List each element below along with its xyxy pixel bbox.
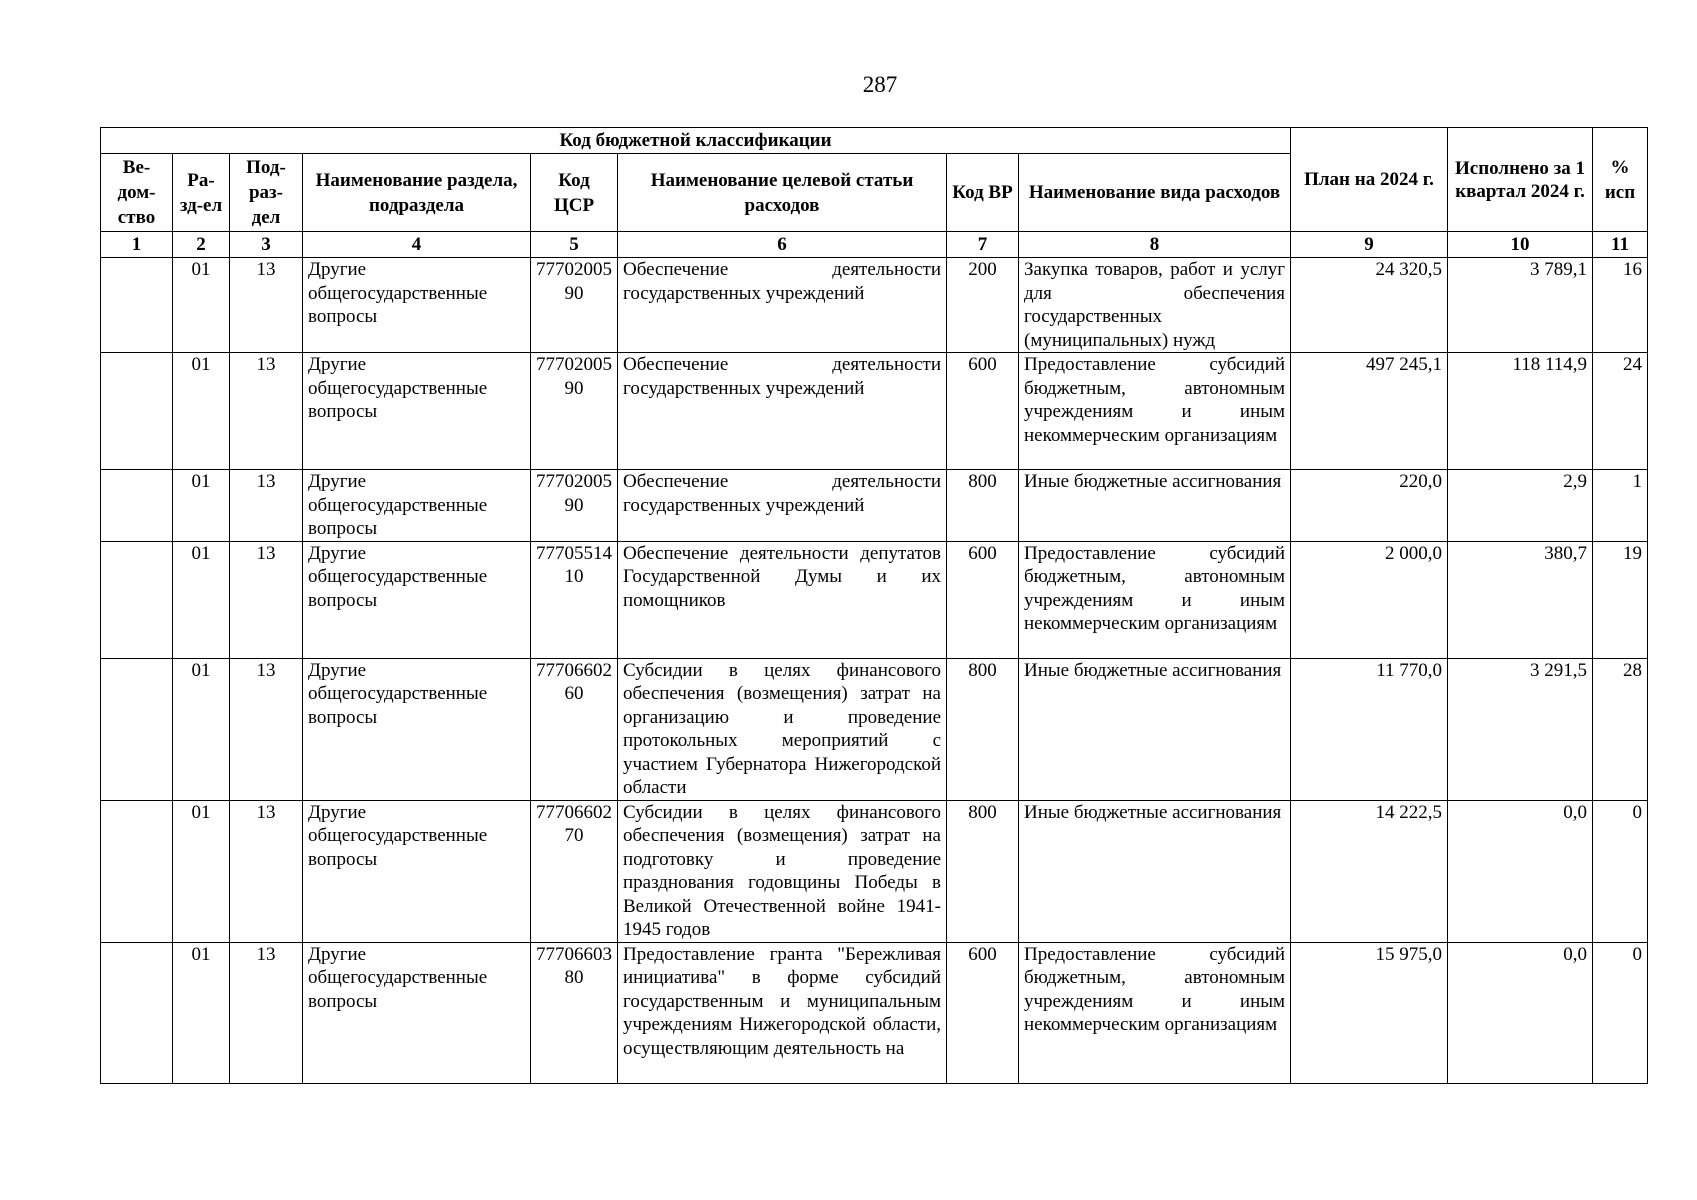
cell-csr: 7770660270 (531, 800, 618, 942)
col-header-target-name: Наименование целевой статьи расходов (618, 154, 947, 232)
cell-vr: 200 (947, 258, 1019, 353)
cell-podrazdel: 13 (230, 942, 303, 1083)
cell-vr-name: Иные бюджетные ассигнования (1019, 800, 1291, 942)
cell-csr: 7770660380 (531, 942, 618, 1083)
cell-vedomstvo (101, 800, 173, 942)
cell-vr: 800 (947, 470, 1019, 542)
cell-vr-name: Предоставление субсидий бюджетным, автономным учреждениям и иным некоммерческим организациям (1019, 353, 1291, 470)
col-number: 2 (173, 232, 230, 258)
cell-plan: 24 320,5 (1291, 258, 1448, 353)
cell-csr: 7770551410 (531, 541, 618, 658)
cell-vedomstvo (101, 258, 173, 353)
cell-vr: 800 (947, 658, 1019, 800)
cell-target-name: Субсидии в целях финансового обеспечения (возмещения) затрат на организацию и проведение протокольных мероприятий с участием Губернатора Нижегородской области (618, 658, 947, 800)
cell-vr-name: Предоставление субсидий бюджетным, автономным учреждениям и иным некоммерческим организациям (1019, 541, 1291, 658)
col-number: 4 (303, 232, 531, 258)
col-header-plan: План на 2024 г. (1291, 128, 1448, 232)
cell-vr: 600 (947, 353, 1019, 470)
cell-target-name: Субсидии в целях финансового обеспечения (возмещения) затрат на подготовку и проведение празднования годовщины Победы в Великой Отечественной войне 1941-1945 годов (618, 800, 947, 942)
col-number: 7 (947, 232, 1019, 258)
cell-razdel-name: Другие общегосударственные вопросы (303, 470, 531, 542)
table-row (101, 942, 1648, 1083)
cell-razdel-name: Другие общегосударственные вопросы (303, 942, 531, 1083)
cell-razdel: 01 (173, 258, 230, 353)
cell-target-name: Обеспечение деятельности государственных учреждений (618, 353, 947, 470)
cell-razdel-name: Другие общегосударственные вопросы (303, 800, 531, 942)
cell-percent: 28 (1593, 658, 1648, 800)
cell-percent: 0 (1593, 800, 1648, 942)
cell-vedomstvo (101, 541, 173, 658)
cell-plan: 497 245,1 (1291, 353, 1448, 470)
cell-vedomstvo (101, 658, 173, 800)
cell-vedomstvo (101, 353, 173, 470)
col-header-vedomstvo: Ве-дом-ство (101, 154, 173, 232)
cell-target-name: Обеспечение деятельности государственных учреждений (618, 258, 947, 353)
cell-csr: 7770200590 (531, 470, 618, 542)
table-row (101, 658, 1648, 800)
group-header: Код бюджетной классификации (101, 128, 1291, 154)
cell-vedomstvo (101, 470, 173, 542)
cell-plan: 2 000,0 (1291, 541, 1448, 658)
table-row (101, 470, 1648, 542)
cell-vr-name: Предоставление субсидий бюджетным, автономным учреждениям и иным некоммерческим организациям (1019, 942, 1291, 1083)
cell-podrazdel: 13 (230, 541, 303, 658)
cell-vr: 800 (947, 800, 1019, 942)
cell-razdel: 01 (173, 541, 230, 658)
cell-podrazdel: 13 (230, 353, 303, 470)
cell-executed: 3 291,5 (1448, 658, 1593, 800)
cell-executed: 380,7 (1448, 541, 1593, 658)
col-header-executed: Исполнено за 1 квартал 2024 г. (1448, 128, 1593, 232)
col-number: 6 (618, 232, 947, 258)
cell-csr: 7770660260 (531, 658, 618, 800)
col-number: 9 (1291, 232, 1448, 258)
cell-razdel-name: Другие общегосударственные вопросы (303, 353, 531, 470)
table-header (101, 128, 1648, 258)
cell-razdel: 01 (173, 800, 230, 942)
col-number: 1 (101, 232, 173, 258)
col-header-vr: Код ВР (947, 154, 1019, 232)
table-row (101, 258, 1648, 353)
cell-percent: 0 (1593, 942, 1648, 1083)
cell-razdel: 01 (173, 353, 230, 470)
table-row (101, 800, 1648, 942)
col-number: 3 (230, 232, 303, 258)
column-number-row (101, 232, 1648, 258)
cell-vedomstvo (101, 942, 173, 1083)
col-header-razdel: Ра-зд-ел (173, 154, 230, 232)
cell-plan: 15 975,0 (1291, 942, 1448, 1083)
cell-executed: 0,0 (1448, 942, 1593, 1083)
cell-razdel: 01 (173, 658, 230, 800)
cell-percent: 19 (1593, 541, 1648, 658)
col-number: 5 (531, 232, 618, 258)
col-header-razdel-name: Наименование раздела, подраздела (303, 154, 531, 232)
page-number: 287 (862, 72, 898, 97)
cell-executed: 0,0 (1448, 800, 1593, 942)
col-header-vr-name: Наименование вида расходов (1019, 154, 1291, 232)
col-header-podrazdel: Под-раз-дел (230, 154, 303, 232)
col-header-csr: Код ЦСР (531, 154, 618, 232)
cell-vr-name: Иные бюджетные ассигнования (1019, 470, 1291, 542)
col-number: 10 (1448, 232, 1593, 258)
cell-percent: 1 (1593, 470, 1648, 542)
cell-executed: 3 789,1 (1448, 258, 1593, 353)
cell-vr: 600 (947, 541, 1019, 658)
cell-razdel: 01 (173, 470, 230, 542)
cell-razdel-name: Другие общегосударственные вопросы (303, 658, 531, 800)
cell-vr-name: Закупка товаров, работ и услуг для обеспечения государственных (муниципальных) нужд (1019, 258, 1291, 353)
cell-percent: 24 (1593, 353, 1648, 470)
cell-razdel-name: Другие общегосударственные вопросы (303, 258, 531, 353)
cell-csr: 7770200590 (531, 258, 618, 353)
cell-podrazdel: 13 (230, 658, 303, 800)
cell-podrazdel: 13 (230, 800, 303, 942)
col-number: 8 (1019, 232, 1291, 258)
cell-razdel: 01 (173, 942, 230, 1083)
cell-plan: 11 770,0 (1291, 658, 1448, 800)
cell-plan: 220,0 (1291, 470, 1448, 542)
col-number: 11 (1593, 232, 1648, 258)
cell-percent: 16 (1593, 258, 1648, 353)
cell-executed: 118 114,9 (1448, 353, 1593, 470)
cell-podrazdel: 13 (230, 470, 303, 542)
cell-target-name: Обеспечение деятельности депутатов Государственной Думы и их помощников (618, 541, 947, 658)
cell-podrazdel: 13 (230, 258, 303, 353)
cell-vr-name: Иные бюджетные ассигнования (1019, 658, 1291, 800)
cell-executed: 2,9 (1448, 470, 1593, 542)
cell-vr: 600 (947, 942, 1019, 1083)
cell-csr: 7770200590 (531, 353, 618, 470)
table-row (101, 541, 1648, 658)
cell-plan: 14 222,5 (1291, 800, 1448, 942)
cell-target-name: Обеспечение деятельности государственных учреждений (618, 470, 947, 542)
cell-razdel-name: Другие общегосударственные вопросы (303, 541, 531, 658)
budget-table (100, 127, 1648, 1084)
cell-target-name: Предоставление гранта "Бережливая инициатива" в форме субсидий государственным и муниципальным учреждениям Нижегородской области, осуществляющим деятельность на (618, 942, 947, 1083)
col-header-percent: % исп (1593, 128, 1648, 232)
table-row (101, 353, 1648, 470)
